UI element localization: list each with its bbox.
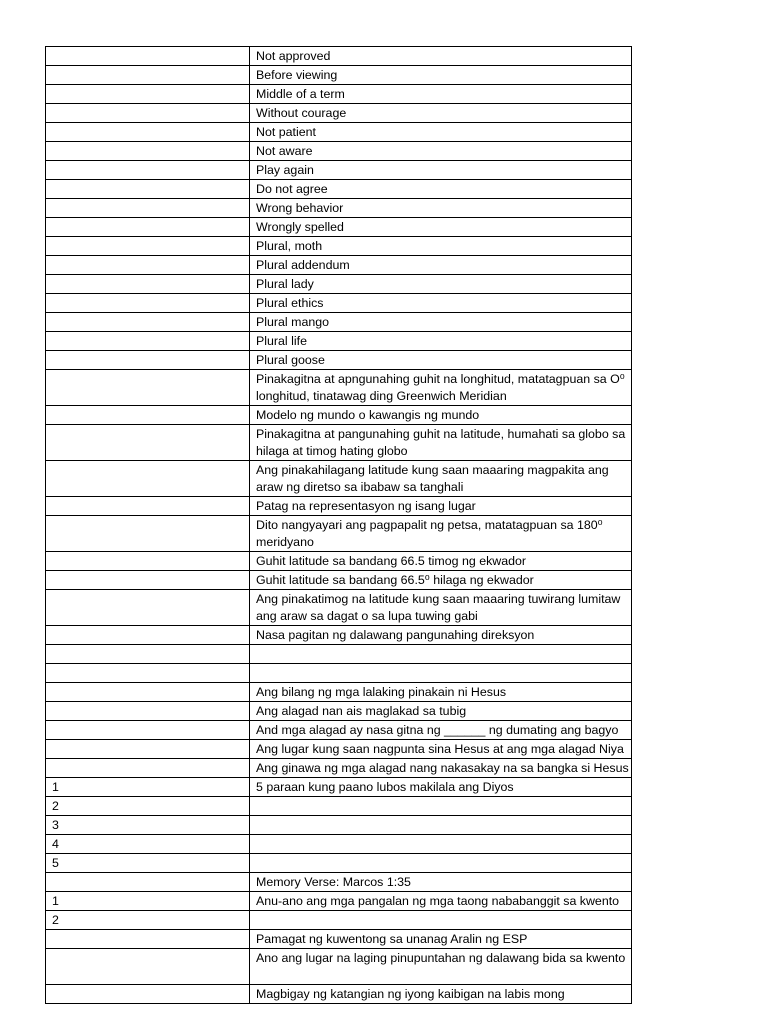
table-row: [46, 892, 632, 911]
table-row: [46, 332, 632, 351]
table-row: [46, 778, 632, 797]
table-row: [46, 985, 632, 1004]
row-number-cell: [46, 571, 250, 590]
row-number-cell: [46, 256, 250, 275]
question-cell: [250, 911, 632, 930]
question-cell: [250, 816, 632, 835]
row-number-cell: [46, 161, 250, 180]
question-cell: Plural addendum: [250, 256, 632, 275]
table-row: [46, 664, 632, 683]
question-cell: Ang alagad nan ais maglakad sa tubig: [250, 702, 632, 721]
row-number-cell: [46, 759, 250, 778]
row-number-cell: [46, 351, 250, 370]
table-row: [46, 626, 632, 645]
question-cell: Ang pinakahilagang latitude kung saan maaaring magpakita ang araw ng diretso sa ibabaw sa tanghali: [250, 461, 632, 497]
row-number-cell: [46, 66, 250, 85]
table-row: [46, 683, 632, 702]
question-cell: Plural, moth: [250, 237, 632, 256]
table-row: [46, 702, 632, 721]
row-number-cell: 1: [46, 778, 250, 797]
row-number-cell: [46, 985, 250, 1004]
worksheet-body: [46, 47, 632, 1004]
table-row: [46, 461, 632, 497]
row-number-cell: [46, 370, 250, 406]
question-cell: Guhit latitude sa bandang 66.5 timog ng ekwador: [250, 552, 632, 571]
row-number-cell: [46, 294, 250, 313]
question-cell: And mga alagad ay nasa gitna ng ______ ng dumating ang bagyo: [250, 721, 632, 740]
question-cell: Before viewing: [250, 66, 632, 85]
row-number-cell: [46, 85, 250, 104]
table-row: [46, 406, 632, 425]
table-row: [46, 85, 632, 104]
row-number-cell: 3: [46, 816, 250, 835]
row-number-cell: [46, 740, 250, 759]
question-cell: Not aware: [250, 142, 632, 161]
table-row: [46, 759, 632, 778]
question-cell: Plural life: [250, 332, 632, 351]
question-cell: Play again: [250, 161, 632, 180]
row-number-cell: [46, 199, 250, 218]
table-row: [46, 645, 632, 664]
question-cell: Anu-ano ang mga pangalan ng mga taong nababanggit sa kwento: [250, 892, 632, 911]
row-number-cell: [46, 664, 250, 683]
question-cell: Memory Verse: Marcos 1:35: [250, 873, 632, 892]
question-cell: Guhit latitude sa bandang 66.5⁰ hilaga ng ekwador: [250, 571, 632, 590]
question-cell: Wrong behavior: [250, 199, 632, 218]
question-cell: Not patient: [250, 123, 632, 142]
row-number-cell: [46, 721, 250, 740]
question-cell: Ang pinakatimog na latitude kung saan maaaring tuwirang lumitaw ang araw sa dagat o sa lupa tuwing gabi: [250, 590, 632, 626]
question-cell: Not approved: [250, 47, 632, 66]
table-row: [46, 256, 632, 275]
table-row: [46, 740, 632, 759]
question-cell: Pinakagitna at pangunahing guhit na latitude, humahati sa globo sa hilaga at timog hating globo: [250, 425, 632, 461]
question-cell: Pamagat ng kuwentong sa unanag Aralin ng ESP: [250, 930, 632, 949]
table-row: [46, 370, 632, 406]
row-number-cell: [46, 590, 250, 626]
table-row: [46, 47, 632, 66]
table-row: [46, 854, 632, 873]
table-row: [46, 911, 632, 930]
row-number-cell: 2: [46, 911, 250, 930]
row-number-cell: [46, 949, 250, 985]
row-number-cell: [46, 626, 250, 645]
row-number-cell: [46, 461, 250, 497]
row-number-cell: [46, 237, 250, 256]
question-cell: 5 paraan kung paano lubos makilala ang Diyos: [250, 778, 632, 797]
table-row: [46, 218, 632, 237]
row-number-cell: [46, 275, 250, 294]
table-row: [46, 104, 632, 123]
question-cell: Middle of a term: [250, 85, 632, 104]
question-cell: Pinakagitna at apngunahing guhit na longhitud, matatagpuan sa O⁰ longhitud, tinatawag ding Greenwich Meridian: [250, 370, 632, 406]
row-number-cell: 2: [46, 797, 250, 816]
worksheet-table: [45, 46, 632, 1004]
row-number-cell: [46, 516, 250, 552]
row-number-cell: [46, 645, 250, 664]
table-row: [46, 930, 632, 949]
table-row: [46, 873, 632, 892]
row-number-cell: [46, 552, 250, 571]
table-row: [46, 237, 632, 256]
question-cell: Plural ethics: [250, 294, 632, 313]
table-row: [46, 180, 632, 199]
question-cell: Ang lugar kung saan nagpunta sina Hesus at ang mga alagad Niya: [250, 740, 632, 759]
question-cell: Wrongly spelled: [250, 218, 632, 237]
question-cell: [250, 835, 632, 854]
question-cell: Ano ang lugar na laging pinupuntahan ng dalawang bida sa kwento: [250, 949, 632, 985]
row-number-cell: 4: [46, 835, 250, 854]
table-row: [46, 161, 632, 180]
table-row: [46, 142, 632, 161]
table-row: [46, 497, 632, 516]
row-number-cell: [46, 683, 250, 702]
row-number-cell: 5: [46, 854, 250, 873]
row-number-cell: [46, 930, 250, 949]
question-cell: Modelo ng mundo o kawangis ng mundo: [250, 406, 632, 425]
row-number-cell: [46, 142, 250, 161]
row-number-cell: [46, 425, 250, 461]
table-row: [46, 835, 632, 854]
row-number-cell: [46, 702, 250, 721]
question-cell: [250, 854, 632, 873]
question-cell: Do not agree: [250, 180, 632, 199]
table-row: [46, 571, 632, 590]
table-row: [46, 797, 632, 816]
row-number-cell: [46, 313, 250, 332]
row-number-cell: [46, 104, 250, 123]
table-row: [46, 294, 632, 313]
table-row: [46, 199, 632, 218]
table-row: [46, 949, 632, 985]
table-row: [46, 816, 632, 835]
row-number-cell: 1: [46, 892, 250, 911]
question-cell: Ang bilang ng mga lalaking pinakain ni Hesus: [250, 683, 632, 702]
question-cell: Plural goose: [250, 351, 632, 370]
row-number-cell: [46, 406, 250, 425]
question-cell: [250, 797, 632, 816]
table-row: [46, 313, 632, 332]
row-number-cell: [46, 180, 250, 199]
question-cell: Patag na representasyon ng isang lugar: [250, 497, 632, 516]
row-number-cell: [46, 497, 250, 516]
table-row: [46, 590, 632, 626]
question-cell: Ang ginawa ng mga alagad nang nakasakay na sa bangka si Hesus: [250, 759, 632, 778]
row-number-cell: [46, 123, 250, 142]
table-row: [46, 275, 632, 294]
table-row: [46, 123, 632, 142]
question-cell: Magbigay ng katangian ng iyong kaibigan na labis mong: [250, 985, 632, 1004]
row-number-cell: [46, 47, 250, 66]
table-row: [46, 425, 632, 461]
question-cell: [250, 664, 632, 683]
question-cell: Dito nangyayari ang pagpapalit ng petsa, matatagpuan sa 180⁰ meridyano: [250, 516, 632, 552]
question-cell: Without courage: [250, 104, 632, 123]
question-cell: Nasa pagitan ng dalawang pangunahing direksyon: [250, 626, 632, 645]
question-cell: Plural mango: [250, 313, 632, 332]
question-cell: Plural lady: [250, 275, 632, 294]
row-number-cell: [46, 873, 250, 892]
table-row: [46, 516, 632, 552]
table-row: [46, 66, 632, 85]
table-row: [46, 351, 632, 370]
table-row: [46, 721, 632, 740]
question-cell: [250, 645, 632, 664]
row-number-cell: [46, 218, 250, 237]
table-row: [46, 552, 632, 571]
row-number-cell: [46, 332, 250, 351]
